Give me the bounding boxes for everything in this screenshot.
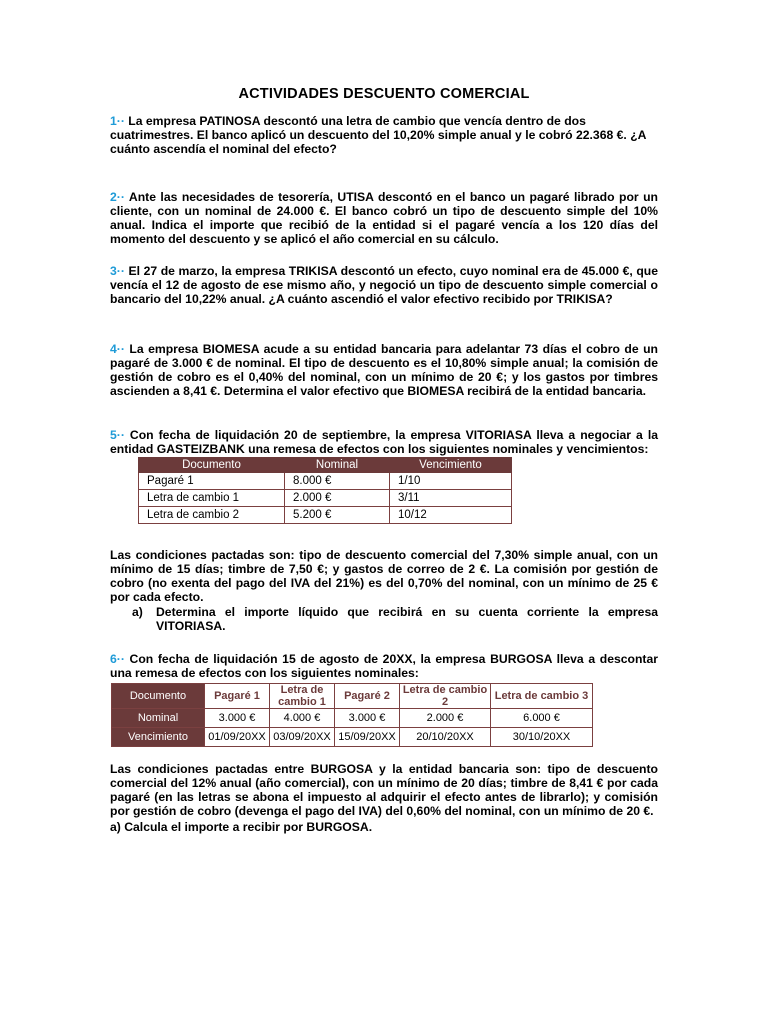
exercise-number: 6·· bbox=[110, 652, 125, 666]
row-label: Vencimiento bbox=[112, 728, 205, 747]
table-header: Pagaré 1 bbox=[205, 684, 270, 709]
remittance-table-6 bbox=[111, 683, 593, 747]
table-cell: 20/10/20XX bbox=[400, 728, 491, 747]
table-header: Nominal bbox=[285, 458, 390, 473]
table-header: Vencimiento bbox=[390, 458, 512, 473]
exercise-number: 2·· bbox=[110, 190, 125, 204]
exercise-text: Ante las necesidades de tesorería, UTISA descontó en el banco un pagaré librado por un cliente, con un nominal de 24.000 €. El banco cobró un tipo de descuento simple del 10% anual. Indica el importe que recibió de la entidad si el pagaré vencía a los 120 días del momento del descuento y se aplicó el año comercial en su cálculo. bbox=[110, 190, 658, 246]
table-cell: 3/11 bbox=[390, 490, 512, 507]
exercise-5 bbox=[110, 428, 658, 456]
remittance-table-5 bbox=[138, 457, 512, 524]
table-cell: 3.000 € bbox=[205, 709, 270, 728]
row-label: Nominal bbox=[112, 709, 205, 728]
exercise-text: El 27 de marzo, la empresa TRIKISA descontó un efecto, cuyo nominal era de 45.000 €, que vencía el 12 de agosto de ese mismo año, y negoció un tipo de descuento simple comercial o bancario del 10,22% anual. ¿A cuánto ascendió el valor efectivo recibido por TRIKISA? bbox=[110, 264, 658, 306]
table-cell: Pagaré 1 bbox=[139, 473, 285, 490]
table-cell: Letra de cambio 1 bbox=[139, 490, 285, 507]
table-cell: 30/10/20XX bbox=[491, 728, 593, 747]
exercise-4 bbox=[110, 342, 658, 398]
exercise-number: 5·· bbox=[110, 428, 125, 442]
exercise-text: Con fecha de liquidación 20 de septiembre, la empresa VITORIASA lleva a negociar a la entidad GASTEIZBANK una remesa de efectos con los siguientes nominales y vencimientos: bbox=[110, 428, 658, 456]
table-cell: 2.000 € bbox=[285, 490, 390, 507]
table-header: Documento bbox=[139, 458, 285, 473]
item-label: a) bbox=[132, 605, 143, 619]
item-text: Determina el importe líquido que recibirá en su cuenta corriente la empresa VITORIASA. bbox=[156, 605, 658, 633]
exercise-3 bbox=[110, 264, 658, 306]
table-row bbox=[112, 709, 593, 728]
table-row bbox=[139, 490, 512, 507]
table-cell: 1/10 bbox=[390, 473, 512, 490]
table-cell: Letra de cambio 2 bbox=[139, 507, 285, 524]
table-cell: 2.000 € bbox=[400, 709, 491, 728]
exercise-6 bbox=[110, 652, 658, 680]
table-cell: 8.000 € bbox=[285, 473, 390, 490]
table-row bbox=[139, 507, 512, 524]
table-cell: 3.000 € bbox=[335, 709, 400, 728]
exercise-text: La empresa PATINOSA descontó una letra de cambio que vencía dentro de dos cuatrimestres. El banco aplicó un descuento del 10,20% simple anual y le cobró 22.368 €. ¿A cuánto ascendía el nominal del efecto? bbox=[110, 114, 646, 156]
table-cell: 01/09/20XX bbox=[205, 728, 270, 747]
table-row bbox=[112, 728, 593, 747]
exercise-6-conditions: Las condiciones pactadas entre BURGOSA y la entidad bancaria son: tipo de descuento comercial del 12% anual (año comercial), con un mínimo de 20 días; timbre de 8,41 € por cada pagaré (en las letras se abona el impuesto al adquirir el efecto antes de librarlo); y comisión por gestión de cobro (devenga el pago del IVA) del 0,60% del nominal, con un mínimo de 20 €. bbox=[110, 762, 658, 818]
table-cell: 10/12 bbox=[390, 507, 512, 524]
exercise-text: La empresa BIOMESA acude a su entidad bancaria para adelantar 73 días el cobro de un pagaré de 3.000 € de nominal. El tipo de descuento es el 10,80% simple anual; la comisión de gestión de cobro es el 0,40% del nominal, con un mínimo de 20 €; y los gastos por timbres ascienden a 8,41 €. Determina el valor efectivo que BIOMESA recibirá de la entidad bancaria. bbox=[110, 342, 658, 398]
table-header: Pagaré 2 bbox=[335, 684, 400, 709]
table-cell: 03/09/20XX bbox=[270, 728, 335, 747]
document-title: ACTIVIDADES DESCUENTO COMERCIAL bbox=[238, 86, 530, 102]
exercise-6-item-a: a) Calcula el importe a recibir por BURGOSA. bbox=[110, 820, 373, 834]
table-row bbox=[139, 473, 512, 490]
exercise-5-item-a bbox=[132, 605, 658, 633]
exercise-number: 4·· bbox=[110, 342, 125, 356]
exercise-5-conditions: Las condiciones pactadas son: tipo de descuento comercial del 7,30% simple anual, con un mínimo de 15 días; timbre de 7,50 €; y gastos de correo de 2 €. La comisión por gestión de cobro (no exenta del pago del IVA del 21%) es del 0,70% del nominal, con un mínimo de 25 € por cada efecto. bbox=[110, 548, 658, 604]
table-header-row bbox=[112, 684, 593, 709]
table-header: Letra de cambio 2 bbox=[400, 684, 491, 709]
exercise-number: 3·· bbox=[110, 264, 125, 278]
exercise-2 bbox=[110, 190, 658, 246]
table-cell: 15/09/20XX bbox=[335, 728, 400, 747]
exercise-1 bbox=[110, 114, 658, 156]
table-cell: 5.200 € bbox=[285, 507, 390, 524]
table-header: Letra de cambio 3 bbox=[491, 684, 593, 709]
table-header: Documento bbox=[112, 684, 205, 709]
table-header: Letra de cambio 1 bbox=[270, 684, 335, 709]
exercise-number: 1·· bbox=[110, 114, 125, 128]
table-header-row bbox=[139, 458, 512, 473]
table-cell: 6.000 € bbox=[491, 709, 593, 728]
exercise-text: Con fecha de liquidación 15 de agosto de 20XX, la empresa BURGOSA lleva a descontar una remesa de efectos con los siguientes nominales: bbox=[110, 652, 658, 680]
table-cell: 4.000 € bbox=[270, 709, 335, 728]
